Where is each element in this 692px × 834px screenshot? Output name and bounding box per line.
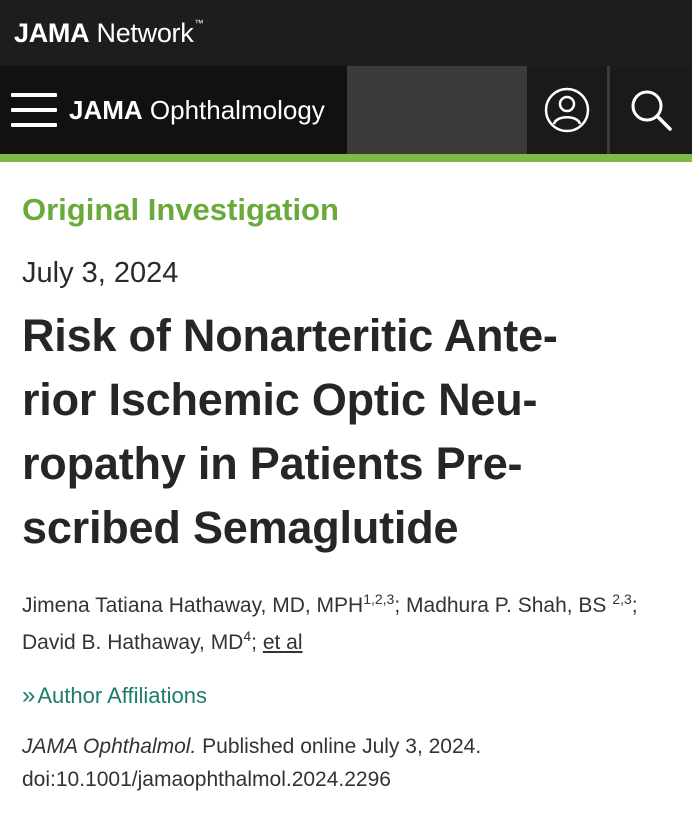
title-line-3: ropathy in Patients Pre- — [22, 438, 523, 489]
author-3[interactable]: David B. Hathaway, MD — [22, 631, 244, 654]
account-button[interactable] — [524, 66, 607, 154]
double-chevron-right-icon: » — [22, 682, 32, 709]
journal-brand — [0, 66, 347, 154]
journal-navbar — [0, 66, 692, 154]
citation-doi[interactable]: doi:10.1001/jamaophthalmol.2024.2296 — [22, 768, 391, 791]
author-affiliations-label: Author Affiliations — [37, 683, 207, 708]
search-button[interactable] — [607, 66, 692, 154]
jama-network-logo[interactable]: JAMA Network™ — [14, 17, 204, 48]
journal-title[interactable]: JAMA Ophthalmology — [69, 94, 325, 125]
article-type-label[interactable]: Original Investigation — [22, 192, 339, 227]
citation-journal: JAMA Ophthalmol. — [22, 735, 197, 758]
title-line-4: scribed Semaglutide — [22, 502, 459, 553]
publication-date: July 3, 2024 — [22, 257, 179, 289]
author-1-affiliations: 1,2,3 — [363, 591, 395, 607]
hamburger-menu-icon[interactable] — [11, 93, 57, 127]
article-title — [22, 304, 670, 560]
author-affiliations-toggle[interactable] — [22, 682, 670, 710]
author-3-affiliations: 4 — [243, 628, 252, 644]
network-header — [0, 0, 692, 66]
accent-rule — [0, 154, 692, 162]
article-header — [0, 192, 692, 796]
title-line-2: rior Ischemic Optic Neu- — [22, 374, 538, 425]
search-icon — [628, 87, 674, 133]
citation — [22, 730, 670, 796]
et-al-link[interactable]: et al — [262, 631, 303, 654]
author-2-affiliations: 2,3 — [612, 591, 632, 607]
user-icon — [544, 87, 590, 133]
author-list: Jimena Tatiana Hathaway, MD, MPH$^{1,2,3}$; Madhura P. Shah, BS $^{2,3}$; David B. Hathaway, $MD^4$; et al — [22, 591, 638, 654]
citation-published: Published online July 3, 2024. — [196, 735, 482, 758]
navbar-spacer — [347, 66, 524, 154]
title-line-1: Risk of Nonarteritic Ante- — [22, 310, 558, 361]
author-2[interactable]: Madhura P. Shah, BS — [406, 594, 607, 617]
author-1[interactable]: Jimena Tatiana Hathaway, MD, MPH — [22, 594, 364, 617]
